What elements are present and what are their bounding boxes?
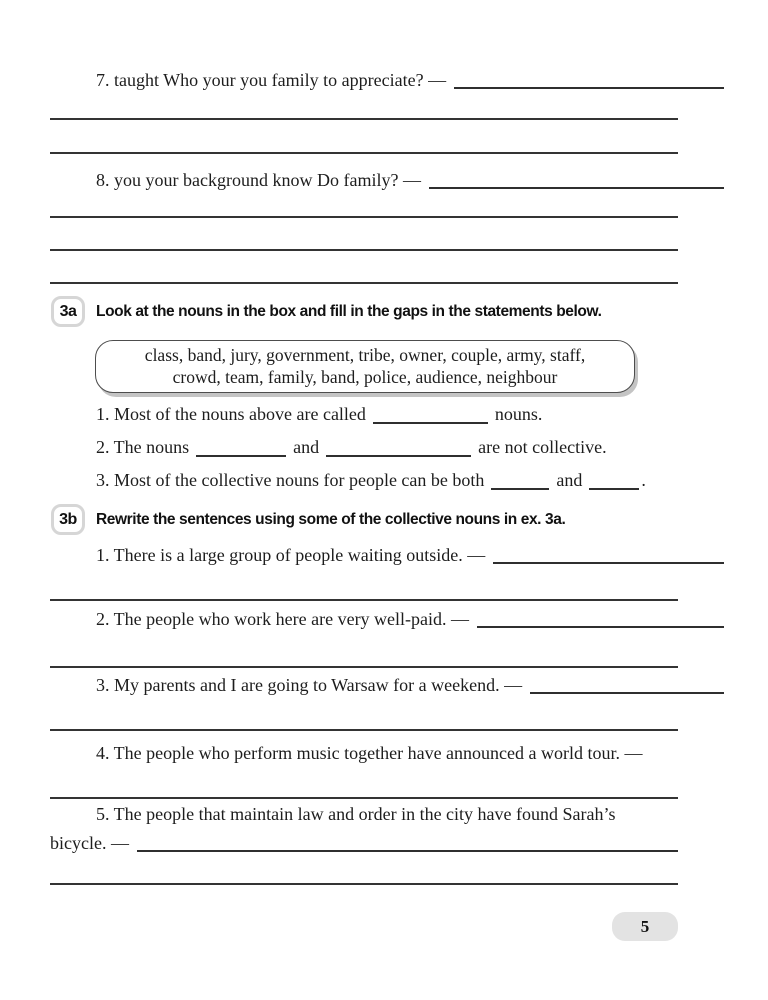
noun-box-line-1: class, band, jury, government, tribe, owner, couple, army, staff, (144, 345, 586, 365)
rewrite-item-1 (50, 543, 724, 567)
gap-blank (491, 472, 549, 490)
statement-2-pre: 2. The nouns (96, 437, 190, 457)
writing-line (50, 729, 678, 731)
rewrite-item-3 (50, 673, 724, 697)
statement-3-pre: 3. Most of the collective nouns for people can be both (96, 470, 485, 490)
section-3b-title: Rewrite the sentences using some of the collective nouns in ex. 3a. (96, 510, 566, 528)
answer-blank (530, 673, 724, 694)
question-7-row (50, 68, 724, 92)
answer-blank (137, 831, 678, 852)
gap-blank (589, 472, 639, 490)
writing-line (50, 216, 678, 218)
writing-line (50, 282, 678, 284)
writing-line (50, 599, 678, 601)
rewrite-item-3-text: 3. My parents and I are going to Warsaw for a weekend. — (96, 675, 523, 695)
statement-3-post: . (641, 470, 646, 490)
writing-line (50, 118, 678, 120)
answer-blank (477, 607, 724, 628)
rewrite-item-5-wrap-text: bicycle. — (50, 833, 129, 853)
section-3a-header (51, 296, 751, 327)
statement-2-post: are not collective. (478, 437, 607, 457)
noun-box (95, 340, 635, 393)
statement-1-post: nouns. (494, 404, 543, 424)
section-3a-title: Look at the nouns in the box and fill in the gaps in the statements below. (96, 302, 602, 320)
writing-line (50, 797, 678, 799)
statement-3 (50, 468, 724, 492)
gap-blank (196, 439, 286, 457)
statement-2-mid: and (293, 437, 320, 457)
statement-1 (50, 402, 724, 426)
answer-blank (493, 543, 724, 564)
rewrite-item-4 (50, 741, 724, 765)
page-number-badge: 5 (612, 912, 678, 941)
rewrite-item-1-text: 1. There is a large group of people waiting outside. — (96, 545, 486, 565)
gap-blank (373, 406, 488, 424)
gap-blank (326, 439, 471, 457)
rewrite-item-4-text: 4. The people who perform music together have announced a world tour. — (96, 743, 643, 763)
statement-3-mid: and (556, 470, 583, 490)
question-7-text: 7. taught Who your you family to appreciate? — (96, 70, 447, 90)
section-3b-header (51, 504, 751, 535)
writing-line (50, 249, 678, 251)
section-3a-badge: 3a (51, 296, 85, 327)
rewrite-item-2-text: 2. The people who work here are very well-paid. — (96, 609, 470, 629)
question-8-row (50, 168, 724, 192)
rewrite-item-5-text: 5. The people that maintain law and order in the city have found Sarah’s (96, 804, 616, 824)
question-8-text: 8. you your background know Do family? — (96, 170, 421, 190)
section-3b-badge: 3b (51, 504, 85, 535)
statement-1-pre: 1. Most of the nouns above are called (96, 404, 366, 424)
answer-blank (454, 68, 724, 89)
writing-line (50, 152, 678, 154)
statement-2 (50, 435, 724, 459)
rewrite-item-5-line-2 (50, 831, 678, 855)
answer-blank (429, 168, 724, 189)
rewrite-item-5-line-1 (50, 802, 724, 826)
rewrite-item-2 (50, 607, 724, 631)
writing-line (50, 883, 678, 885)
writing-line (50, 666, 678, 668)
noun-box-line-2: crowd, team, family, band, police, audience, neighbour (172, 367, 558, 387)
